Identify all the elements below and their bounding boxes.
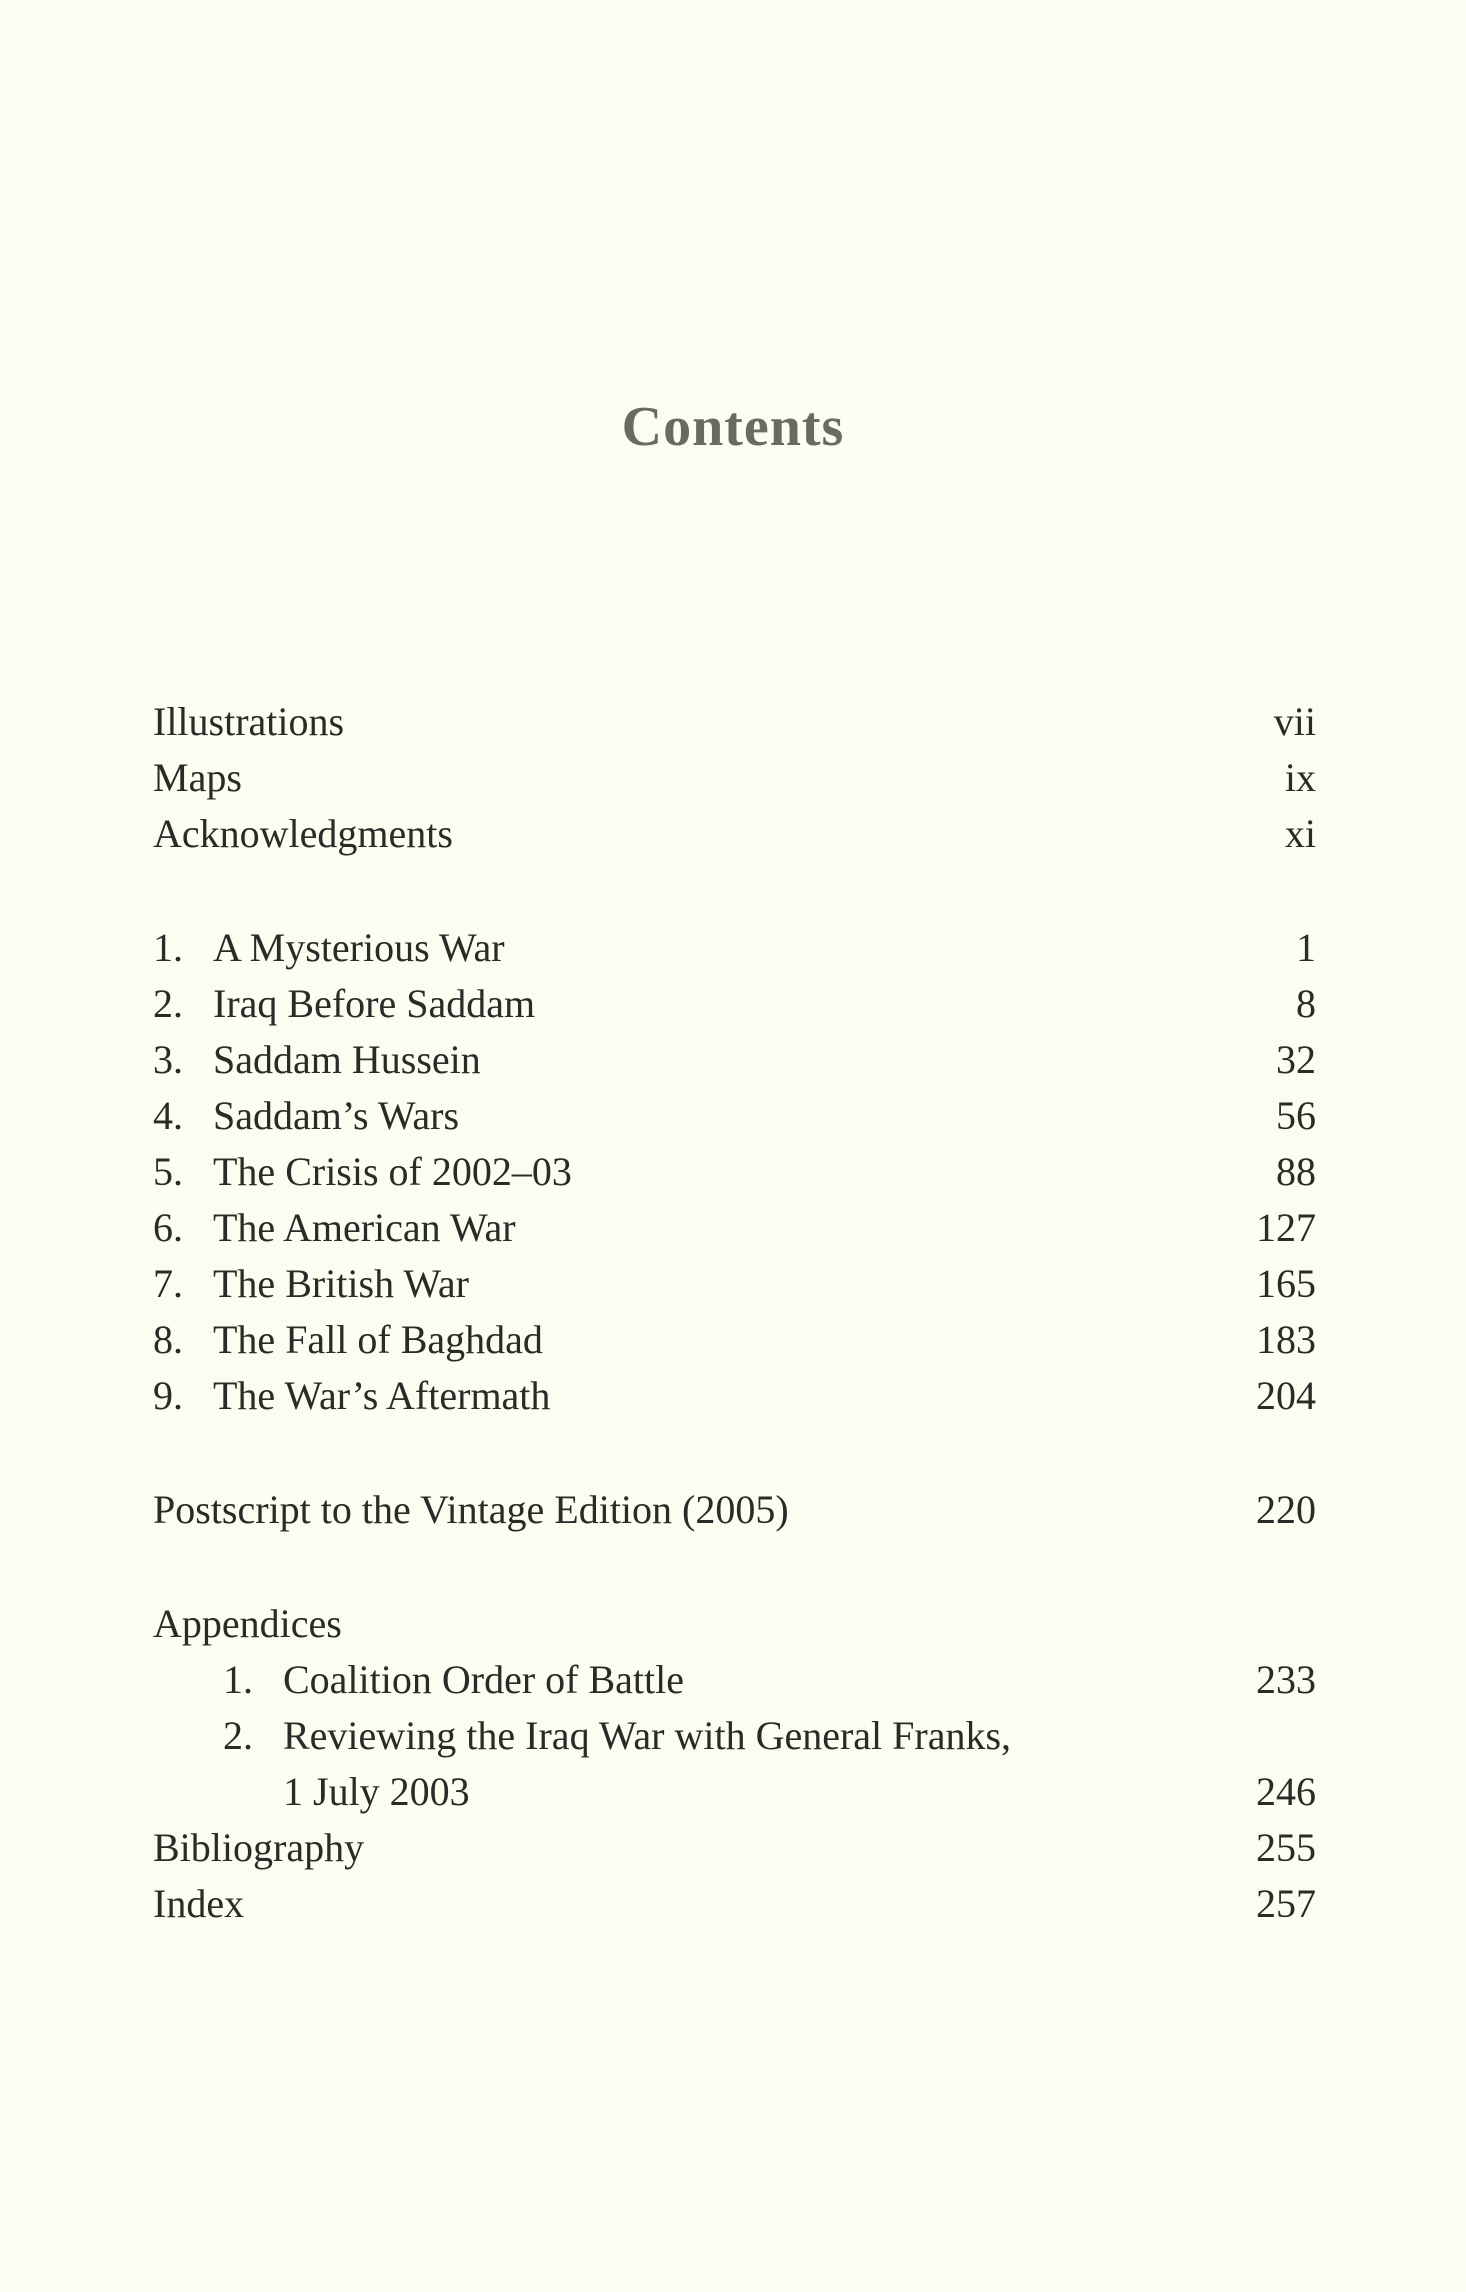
chapter-number: 8. [153,1317,183,1362]
toc-entry-page: 204 [1256,1373,1316,1418]
chapter-title: Saddam’s Wars [213,1093,460,1138]
chapter-title: The Crisis of 2002–03 [213,1149,572,1194]
chapter-number: 4. [153,1093,183,1138]
chapter-title: The Fall of Baghdad [213,1317,543,1362]
toc-entry-appendices[interactable] [153,1596,1316,1652]
toc-entry-appendix-2[interactable] [153,1708,1316,1764]
toc-entry-chapter-6[interactable] [153,1200,1316,1256]
appendix-number: 1. [223,1657,253,1702]
chapter-number: 6. [153,1205,183,1250]
toc-entry-chapter-1[interactable] [153,920,1316,976]
chapter-title: Saddam Hussein [213,1037,481,1082]
toc-entry-page: 246 [1256,1769,1316,1814]
appendix-title: Coalition Order of Battle [283,1657,685,1702]
toc-entry-page: 220 [1256,1487,1316,1532]
chapter-title: Iraq Before Saddam [213,981,536,1026]
toc-entry-illustrations[interactable] [153,694,1316,750]
toc-entry-page: 88 [1276,1149,1316,1194]
toc-entry-label: Postscript to the Vintage Edition (2005) [153,1487,789,1532]
toc-entry-page: xi [1284,811,1316,856]
toc-entry-label: Maps [153,755,242,800]
appendix-title: Reviewing the Iraq War with General Franks, [283,1713,1012,1758]
toc-entry-appendix-1[interactable] [153,1652,1316,1708]
chapter-number: 2. [153,981,183,1026]
toc-entry-chapter-9[interactable] [153,1368,1316,1424]
toc-entry-chapter-5[interactable] [153,1144,1316,1200]
chapter-number: 1. [153,925,183,970]
toc-entry-index[interactable] [153,1876,1316,1932]
appendix-number: 2. [223,1713,253,1758]
toc-entry-chapter-8[interactable] [153,1312,1316,1368]
toc-entry-page: 1 [1296,925,1316,970]
chapter-number: 3. [153,1037,183,1082]
toc-entry-page: 255 [1256,1825,1316,1870]
toc-entry-page: 183 [1256,1317,1316,1362]
appendix-title-continued: 1 July 2003 [283,1769,470,1814]
toc-entry-chapter-7[interactable] [153,1256,1316,1312]
toc-entry-page: 127 [1256,1205,1316,1250]
toc-entry-page: 8 [1296,981,1316,1026]
toc-entry-acknowledgments[interactable] [153,806,1316,862]
chapter-number: 5. [153,1149,183,1194]
toc-entry-page: 257 [1256,1881,1316,1926]
toc-entry-page: ix [1284,755,1316,800]
toc-entry-page: 165 [1256,1261,1316,1306]
page-title: Contents [621,396,845,458]
chapter-title: The American War [213,1205,516,1250]
toc-entry-page: 233 [1256,1657,1316,1702]
toc-entry-label: Acknowledgments [153,811,453,856]
toc-entry-label: Appendices [153,1601,342,1646]
toc-entry-maps[interactable] [153,750,1316,806]
toc-entry-label: Illustrations [153,699,345,744]
toc-entry-postscript[interactable] [153,1482,1316,1538]
toc-entry-page: 32 [1276,1037,1316,1082]
toc-entry-chapter-2[interactable] [153,976,1316,1032]
chapter-title: A Mysterious War [213,925,505,970]
toc-entry-chapter-4[interactable] [153,1088,1316,1144]
toc-entry-label: Bibliography [153,1825,365,1870]
chapter-number: 9. [153,1373,183,1418]
toc-entry-appendix-2-continued[interactable] [153,1764,1316,1820]
toc-entry-bibliography[interactable] [153,1820,1316,1876]
toc-entry-page: 56 [1276,1093,1316,1138]
toc-entry-label: Index [153,1881,245,1926]
chapter-number: 7. [153,1261,183,1306]
chapter-title: The British War [213,1261,469,1306]
toc-entry-chapter-3[interactable] [153,1032,1316,1088]
toc-entry-page: vii [1273,699,1316,744]
chapter-title: The War’s Aftermath [213,1373,551,1418]
